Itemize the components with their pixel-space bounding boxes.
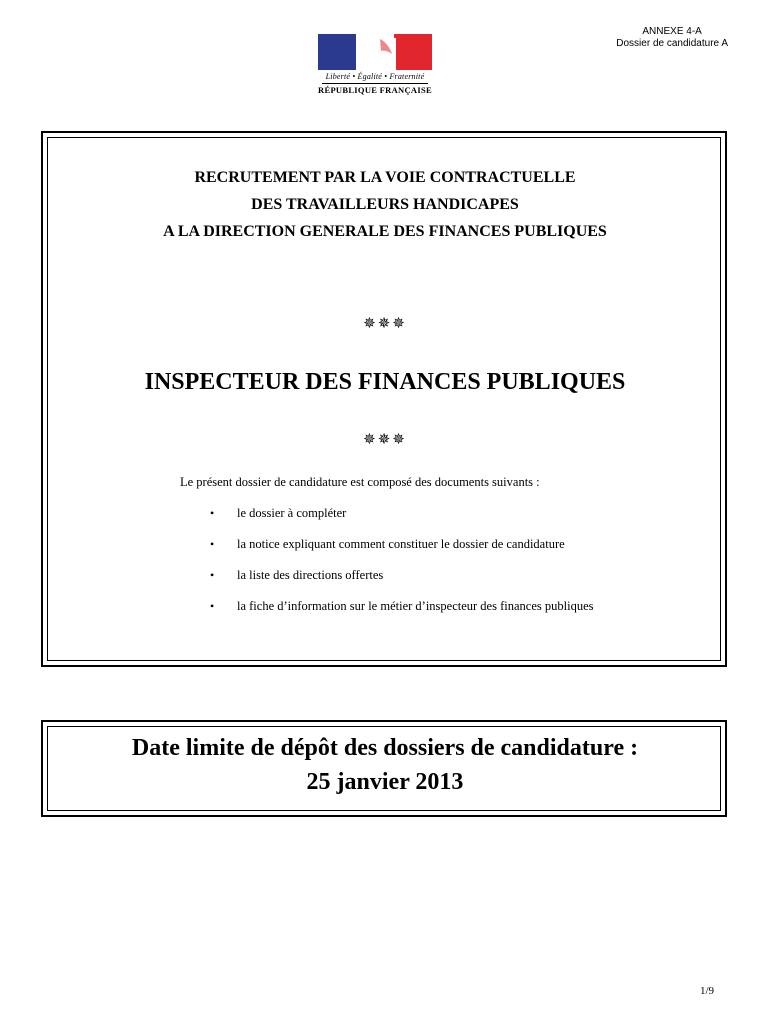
star-separator-top: ✵✵✵ xyxy=(363,316,407,332)
bullet-icon: • xyxy=(210,506,215,520)
deadline-label: Date limite de dépôt des dossiers de candidature : xyxy=(131,735,639,761)
annex-label xyxy=(616,26,728,50)
document-label: la notice expliquant comment constituer le dossier de candidature xyxy=(237,537,565,551)
heading-line-1: RECRUTEMENT PAR LA VOIE CONTRACTUELLE xyxy=(194,169,576,186)
document-label: la liste des directions offertes xyxy=(237,568,384,582)
logo-divider xyxy=(322,83,428,84)
republique-francaise-logo xyxy=(316,34,434,98)
republic-motto: Liberté • Égalité • Fraternité xyxy=(325,72,425,81)
bullet-icon: • xyxy=(210,537,215,551)
deadline-date: 25 janvier 2013 xyxy=(306,769,464,795)
list-item xyxy=(210,536,593,567)
bullet-icon: • xyxy=(210,568,215,582)
marianne-profile-icon xyxy=(356,36,396,70)
document-label: la fiche d’information sur le métier d’inspecteur des finances publiques xyxy=(237,599,594,613)
list-item xyxy=(210,505,593,536)
page-number: 1/9 xyxy=(700,985,715,997)
job-title: INSPECTEUR DES FINANCES PUBLIQUES xyxy=(144,369,626,395)
heading-line-3: A LA DIRECTION GENERALE DES FINANCES PUBLIQUES xyxy=(163,223,607,240)
bullet-icon: • xyxy=(210,599,215,613)
deadline-notice xyxy=(0,731,770,799)
documents-list xyxy=(210,505,593,629)
heading-line-2: DES TRAVAILLEURS HANDICAPES xyxy=(251,196,519,213)
annex-number: ANNEXE 4-A xyxy=(642,26,702,37)
recruitment-heading xyxy=(0,164,770,245)
list-item xyxy=(210,598,593,629)
star-separator-bottom: ✵✵✵ xyxy=(363,432,407,448)
republique-francaise-label: RÉPUBLIQUE FRANÇAISE xyxy=(318,85,432,95)
document-label: le dossier à compléter xyxy=(237,506,347,520)
annex-subtitle: Dossier de candidature A xyxy=(616,38,728,49)
tricolor-flag-icon xyxy=(318,34,432,70)
list-item xyxy=(210,567,593,598)
dossier-intro: Le présent dossier de candidature est composé des documents suivants : xyxy=(180,475,540,489)
